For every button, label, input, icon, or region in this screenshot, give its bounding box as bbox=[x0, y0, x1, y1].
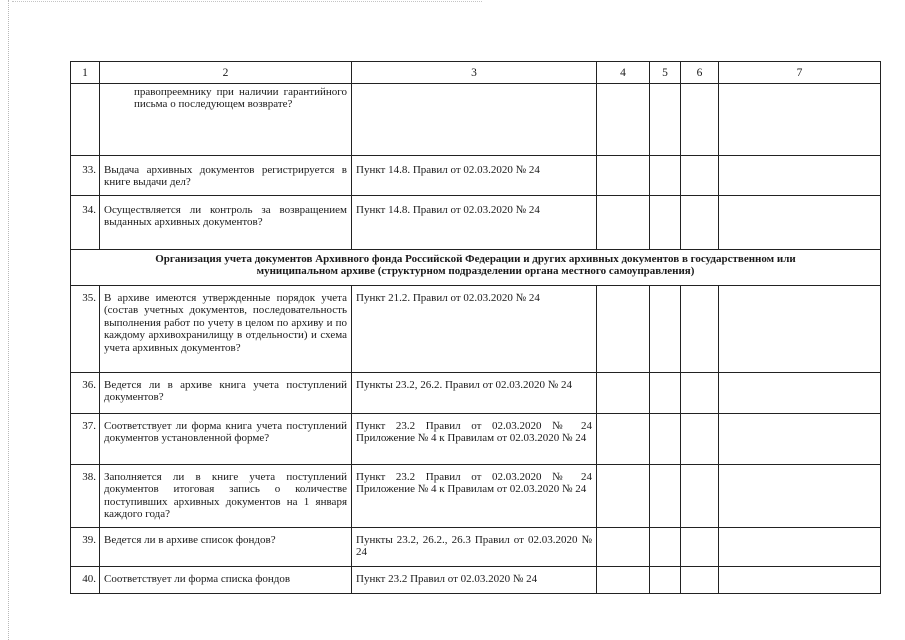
empty-cell bbox=[681, 567, 719, 594]
row-number: 34. bbox=[71, 196, 100, 250]
table-row bbox=[71, 156, 881, 196]
header-row bbox=[71, 62, 881, 84]
header-cell: 1 bbox=[71, 62, 100, 84]
empty-cell bbox=[650, 84, 681, 156]
row-question: правопреемнику при наличии гарантийного письма о последующем возврате? bbox=[100, 84, 352, 156]
empty-cell bbox=[650, 465, 681, 528]
row-reference: Пункт 21.2. Правил от 02.03.2020 № 24 bbox=[352, 286, 597, 373]
row-number: 39. bbox=[71, 528, 100, 567]
row-question: Осуществляется ли контроль за возвращением выданных архивных документов? bbox=[100, 196, 352, 250]
header-cell: 7 bbox=[719, 62, 881, 84]
row-question: Заполняется ли в книге учета поступлений документов итоговая запись о количестве поступивших архивных документов на 1 января каждого года? bbox=[100, 465, 352, 528]
empty-cell bbox=[681, 286, 719, 373]
header-cell: 5 bbox=[650, 62, 681, 84]
scan-edge-top bbox=[12, 1, 482, 2]
empty-cell bbox=[597, 196, 650, 250]
header-cell: 3 bbox=[352, 62, 597, 84]
row-reference: Пункт 23.2 Правил от 02.03.2020 № 24 Приложение № 4 к Правилам от 02.03.2020 № 24 bbox=[352, 414, 597, 465]
empty-cell bbox=[650, 156, 681, 196]
empty-cell bbox=[597, 286, 650, 373]
row-number: 35. bbox=[71, 286, 100, 373]
scan-edge-left bbox=[8, 0, 9, 640]
empty-cell bbox=[719, 84, 881, 156]
empty-cell bbox=[719, 567, 881, 594]
row-reference: Пункт 23.2 Правил от 02.03.2020 № 24 bbox=[352, 567, 597, 594]
table-row bbox=[71, 196, 881, 250]
header-cell: 2 bbox=[100, 62, 352, 84]
empty-cell bbox=[719, 414, 881, 465]
table-row bbox=[71, 414, 881, 465]
table-row bbox=[71, 286, 881, 373]
row-reference: Пункты 23.2, 26.2., 26.3 Правил от 02.03.2020 № 24 bbox=[352, 528, 597, 567]
empty-cell bbox=[597, 528, 650, 567]
row-question: Соответствует ли форма списка фондов bbox=[100, 567, 352, 594]
row-number: 40. bbox=[71, 567, 100, 594]
header-cell: 4 bbox=[597, 62, 650, 84]
empty-cell bbox=[681, 528, 719, 567]
empty-cell bbox=[719, 465, 881, 528]
empty-cell bbox=[681, 373, 719, 414]
row-question: В архиве имеются утвержденные порядок учета (состав учетных документов, последовательность выполнения работ по учету в целом по архиву и по каждому архивохранилищу в отдельности) и схема учета архивных документов? bbox=[100, 286, 352, 373]
table-row bbox=[71, 373, 881, 414]
empty-cell bbox=[719, 196, 881, 250]
empty-cell bbox=[597, 567, 650, 594]
empty-cell bbox=[597, 465, 650, 528]
row-number bbox=[71, 84, 100, 156]
empty-cell bbox=[597, 156, 650, 196]
row-reference: Пункт 14.8. Правил от 02.03.2020 № 24 bbox=[352, 156, 597, 196]
row-number: 37. bbox=[71, 414, 100, 465]
empty-cell bbox=[681, 465, 719, 528]
row-reference: Пункты 23.2, 26.2. Правил от 02.03.2020 № 24 bbox=[352, 373, 597, 414]
section-heading-row bbox=[71, 250, 881, 286]
table-row bbox=[71, 465, 881, 528]
row-reference bbox=[352, 84, 597, 156]
empty-cell bbox=[681, 84, 719, 156]
table-row bbox=[71, 528, 881, 567]
empty-cell bbox=[650, 414, 681, 465]
table-row bbox=[71, 567, 881, 594]
row-number: 38. bbox=[71, 465, 100, 528]
empty-cell bbox=[719, 156, 881, 196]
header-cell: 6 bbox=[681, 62, 719, 84]
empty-cell bbox=[650, 528, 681, 567]
row-number: 36. bbox=[71, 373, 100, 414]
empty-cell bbox=[650, 196, 681, 250]
table-row bbox=[71, 84, 881, 156]
section-heading-line: муниципальном архиве (структурном подразделении органа местного самоуправления) bbox=[256, 264, 695, 277]
row-question: Выдача архивных документов регистрируется в книге выдачи дел? bbox=[100, 156, 352, 196]
section-heading-line: Организация учета документов Архивного фонда Российской Федерации и других архивных документов в государственном или bbox=[155, 253, 796, 265]
empty-cell bbox=[681, 414, 719, 465]
empty-cell bbox=[597, 373, 650, 414]
empty-cell bbox=[650, 373, 681, 414]
empty-cell bbox=[719, 528, 881, 567]
empty-cell bbox=[681, 196, 719, 250]
empty-cell bbox=[597, 84, 650, 156]
empty-cell bbox=[650, 286, 681, 373]
row-question: Ведется ли в архиве список фондов? bbox=[100, 528, 352, 567]
row-question: Ведется ли в архиве книга учета поступлений документов? bbox=[100, 373, 352, 414]
empty-cell bbox=[719, 286, 881, 373]
section-heading bbox=[71, 250, 881, 286]
empty-cell bbox=[681, 156, 719, 196]
checklist-table bbox=[70, 61, 881, 594]
empty-cell bbox=[650, 567, 681, 594]
empty-cell bbox=[597, 414, 650, 465]
row-number: 33. bbox=[71, 156, 100, 196]
row-question: Соответствует ли форма книга учета поступлений документов установленной форме? bbox=[100, 414, 352, 465]
empty-cell bbox=[719, 373, 881, 414]
row-reference: Пункт 23.2 Правил от 02.03.2020 № 24 Приложение № 4 к Правилам от 02.03.2020 № 24 bbox=[352, 465, 597, 528]
row-reference: Пункт 14.8. Правил от 02.03.2020 № 24 bbox=[352, 196, 597, 250]
